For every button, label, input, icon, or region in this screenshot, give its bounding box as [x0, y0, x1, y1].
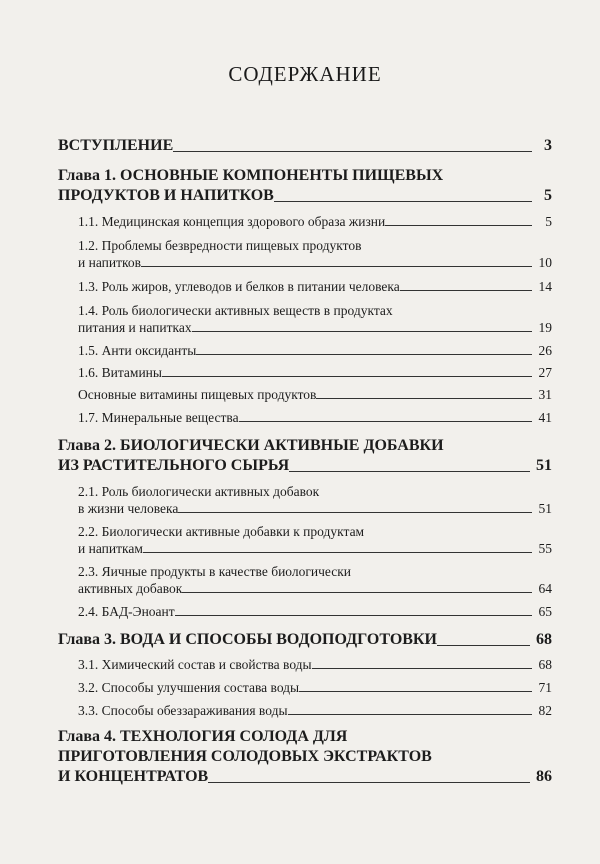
toc-entry-title: 1.7. Минеральные вещества	[78, 410, 239, 425]
toc-entry-line	[78, 523, 552, 540]
toc-entry-line	[78, 254, 552, 271]
toc-entry-title: 2.3. Яичные продукты в качестве биологически	[78, 564, 352, 579]
toc-entry-title: И КОНЦЕНТРАТОВ	[58, 768, 209, 785]
toc-entry-title: ПРОДУКТОВ И НАПИТКОВ	[58, 187, 274, 204]
toc-section-entry	[58, 409, 552, 426]
toc-leader-line	[274, 201, 532, 202]
toc-entry-title: ИЗ РАСТИТЕЛЬНОГО СЫРЬЯ	[58, 457, 290, 474]
toc-page-number: 5	[545, 214, 552, 229]
toc-leader-line	[299, 691, 532, 692]
toc-leader-line	[312, 668, 532, 669]
toc-entry-line	[78, 302, 552, 319]
toc-page-number: 71	[538, 680, 552, 695]
toc-leader-line	[178, 512, 532, 513]
toc-leader-line	[400, 290, 532, 291]
toc-entry-title: ВСТУПЛЕНИЕ	[58, 137, 174, 154]
toc-entry-title: Глава 2. БИОЛОГИЧЕСКИ АКТИВНЫЕ ДОБАВКИ	[58, 437, 444, 454]
toc-entry-title: активных добавок	[78, 581, 183, 596]
toc-entry-line	[78, 213, 552, 230]
toc-entry-title: 1.4. Роль биологически активных веществ в продуктах	[78, 303, 393, 318]
toc-page-number: 10	[538, 255, 552, 270]
toc-entry-line	[78, 603, 552, 620]
toc-section-entry	[58, 342, 552, 359]
toc-entry-line	[78, 483, 552, 500]
toc-entry-title: Основные витамины пищевых продуктов	[78, 387, 317, 402]
toc-leader-line	[437, 645, 530, 646]
toc-title: СОДЕРЖАНИЕ	[228, 62, 382, 86]
toc-entry-line	[58, 186, 552, 206]
toc-leader-line	[288, 714, 532, 715]
toc-chapter-entry	[58, 136, 552, 156]
toc-entry-line	[78, 364, 552, 381]
toc-entry-line	[58, 767, 552, 787]
toc-section-entry	[58, 278, 552, 295]
toc-entry-line	[78, 679, 552, 696]
toc-page-number: 65	[538, 604, 552, 619]
toc-page-number: 82	[538, 703, 552, 718]
toc-leader-line	[192, 331, 532, 332]
toc-leader-line	[141, 266, 532, 267]
toc-entry-line	[78, 278, 552, 295]
toc-entry-title: Глава 1. ОСНОВНЫЕ КОМПОНЕНТЫ ПИЩЕВЫХ	[58, 167, 444, 184]
toc-leader-line	[182, 592, 532, 593]
toc-leader-line	[162, 376, 532, 377]
toc-page-number: 51	[536, 457, 552, 474]
toc-entry-line	[58, 630, 552, 650]
toc-entry-title: 2.2. Биологически активные добавки к продуктам	[78, 524, 365, 539]
toc-leader-line	[289, 471, 530, 472]
toc-entry-title: Глава 4. ТЕХНОЛОГИЯ СОЛОДА ДЛЯ	[58, 728, 348, 745]
toc-page-number: 51	[538, 501, 552, 516]
toc-section-entry	[58, 386, 552, 403]
toc-chapter-entry	[58, 166, 552, 206]
toc-leader-line	[239, 421, 532, 422]
toc-section-entry	[58, 213, 552, 230]
toc-page-number: 27	[538, 365, 552, 380]
toc-section-entry	[58, 656, 552, 673]
toc-section-entry	[58, 523, 552, 557]
toc-entry-line	[58, 456, 552, 476]
toc-section-entry	[58, 483, 552, 517]
toc-entry-title: 2.4. БАД-Эноант	[78, 604, 175, 619]
toc-entry-title: в жизни человека	[78, 501, 179, 516]
toc-entry-title: и напитков	[78, 255, 141, 270]
toc-entry-title: 3.2. Способы улучшения состава воды	[78, 680, 300, 695]
toc-chapter-entry	[58, 436, 552, 476]
toc-entry-title: Глава 3. ВОДА И СПОСОБЫ ВОДОПОДГОТОВКИ	[58, 631, 437, 648]
toc-page-number: 5	[544, 187, 552, 204]
toc-entry-title: ПРИГОТОВЛЕНИЯ СОЛОДОВЫХ ЭКСТРАКТОВ	[58, 748, 432, 765]
toc-page-number: 55	[538, 541, 552, 556]
toc-entry-line	[58, 436, 552, 456]
toc-page-number: 64	[538, 581, 552, 596]
toc-page-number: 41	[538, 410, 552, 425]
toc-entry-line	[78, 500, 552, 517]
toc-entry-line	[78, 319, 552, 336]
toc-section-entry	[58, 364, 552, 381]
toc-entry-line	[58, 166, 552, 186]
toc-entry-line	[58, 136, 552, 156]
toc-entry-line	[78, 540, 552, 557]
toc-entry-line	[78, 386, 552, 403]
toc-page-number: 26	[538, 343, 552, 358]
toc-page-number: 14	[538, 279, 552, 294]
toc-entry-line	[78, 702, 552, 719]
toc-entry-title: 1.2. Проблемы безвредности пищевых продуктов	[78, 238, 362, 253]
toc-entry-line	[78, 342, 552, 359]
toc-entry-title: 1.5. Анти оксиданты	[78, 343, 197, 358]
toc-entry-line	[78, 580, 552, 597]
toc-page-number: 31	[538, 387, 552, 402]
toc-entry-line	[78, 409, 552, 426]
toc-page	[58, 0, 552, 864]
toc-leader-line	[316, 398, 532, 399]
toc-leader-line	[175, 615, 532, 616]
toc-section-entry	[58, 237, 552, 271]
toc-entry-title: 1.3. Роль жиров, углеводов и белков в питании человека	[78, 279, 400, 294]
toc-section-entry	[58, 702, 552, 719]
toc-page-number: 68	[538, 657, 552, 672]
toc-entry-line	[78, 656, 552, 673]
toc-chapter-entry	[58, 727, 552, 787]
toc-entry-title: 1.6. Витамины	[78, 365, 162, 380]
toc-leader-line	[196, 354, 532, 355]
toc-entry-title: и напиткам	[78, 541, 143, 556]
toc-entry-title: 1.1. Медицинская концепция здорового образа жизни	[78, 214, 386, 229]
toc-entry-title: 3.1. Химический состав и свойства воды	[78, 657, 312, 672]
toc-page-number: 19	[538, 320, 552, 335]
toc-page-number: 68	[536, 631, 552, 648]
toc-leader-line	[208, 782, 530, 783]
toc-entry-title: питания и напитках	[78, 320, 192, 335]
toc-entry-line	[78, 563, 552, 580]
toc-leader-line	[385, 225, 532, 226]
toc-leader-line	[173, 151, 532, 152]
toc-page-number: 3	[544, 137, 552, 154]
toc-page-number: 86	[536, 768, 552, 785]
toc-entry-title: 3.3. Способы обеззараживания воды	[78, 703, 288, 718]
toc-chapter-entry	[58, 630, 552, 650]
toc-entry-title: 2.1. Роль биологически активных добавок	[78, 484, 320, 499]
toc-entry-line	[78, 237, 552, 254]
toc-section-entry	[58, 302, 552, 336]
toc-section-entry	[58, 603, 552, 620]
toc-leader-line	[143, 552, 532, 553]
toc-section-entry	[58, 679, 552, 696]
toc-section-entry	[58, 563, 552, 597]
toc-entry-line	[58, 747, 552, 767]
toc-entry-line	[58, 727, 552, 747]
